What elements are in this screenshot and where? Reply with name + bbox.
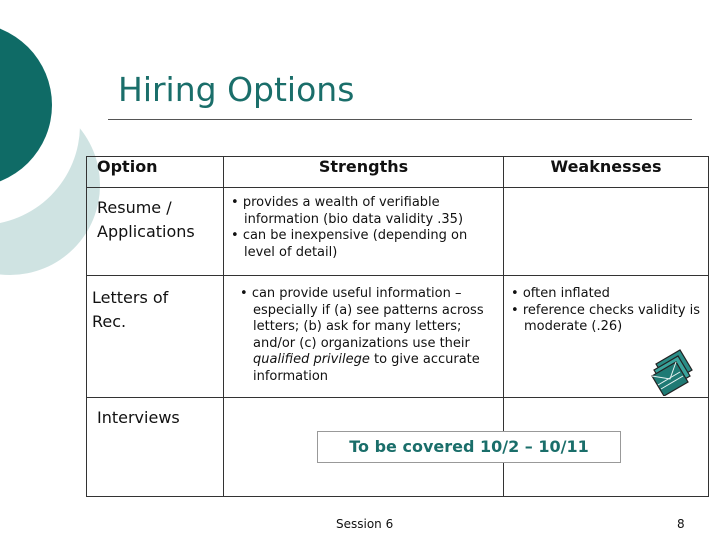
- bullet-item: • can be inexpensive (depending on level of detail): [231, 228, 468, 260]
- bullet-item: • reference checks validity is moderate (.26): [511, 302, 701, 334]
- title-divider: [108, 119, 692, 120]
- header-strengths: Strengths: [224, 157, 504, 188]
- table-header-row: [87, 157, 709, 188]
- option-cell: [87, 276, 224, 398]
- table-row: [87, 276, 709, 398]
- header-weaknesses: Weaknesses: [504, 157, 709, 188]
- weaknesses-cell: [504, 188, 709, 276]
- option-label-line: Resume /: [97, 198, 172, 217]
- callout-box: To be covered 10/2 – 10/11: [317, 431, 621, 463]
- option-label-line: Interviews: [97, 408, 180, 427]
- footer-page-number: 8: [677, 517, 685, 531]
- page-title: Hiring Options: [118, 70, 355, 109]
- option-label-line: Applications: [97, 222, 195, 241]
- bullet-item: • provides a wealth of verifiable information (bio data validity .35): [231, 195, 464, 227]
- option-cell: [87, 188, 224, 276]
- strengths-cell: [224, 188, 504, 276]
- option-label-line: Rec.: [92, 312, 127, 331]
- header-option: Option: [87, 157, 224, 188]
- envelope-stack-icon: [650, 346, 696, 396]
- option-cell: [87, 398, 224, 497]
- bullet-item: • often inflated: [511, 286, 610, 301]
- footer-session: Session 6: [336, 517, 394, 531]
- emphasis-text: qualified privilege: [253, 352, 370, 367]
- table-row: [87, 188, 709, 276]
- option-label-line: Letters of: [92, 288, 169, 307]
- strengths-cell: [224, 276, 504, 398]
- bullet-item: • can provide useful information – especially if (a) see patterns across letters; (b) ask for many letters; and/or (c) organizations use their qualified privilege to give accurate information: [240, 286, 484, 384]
